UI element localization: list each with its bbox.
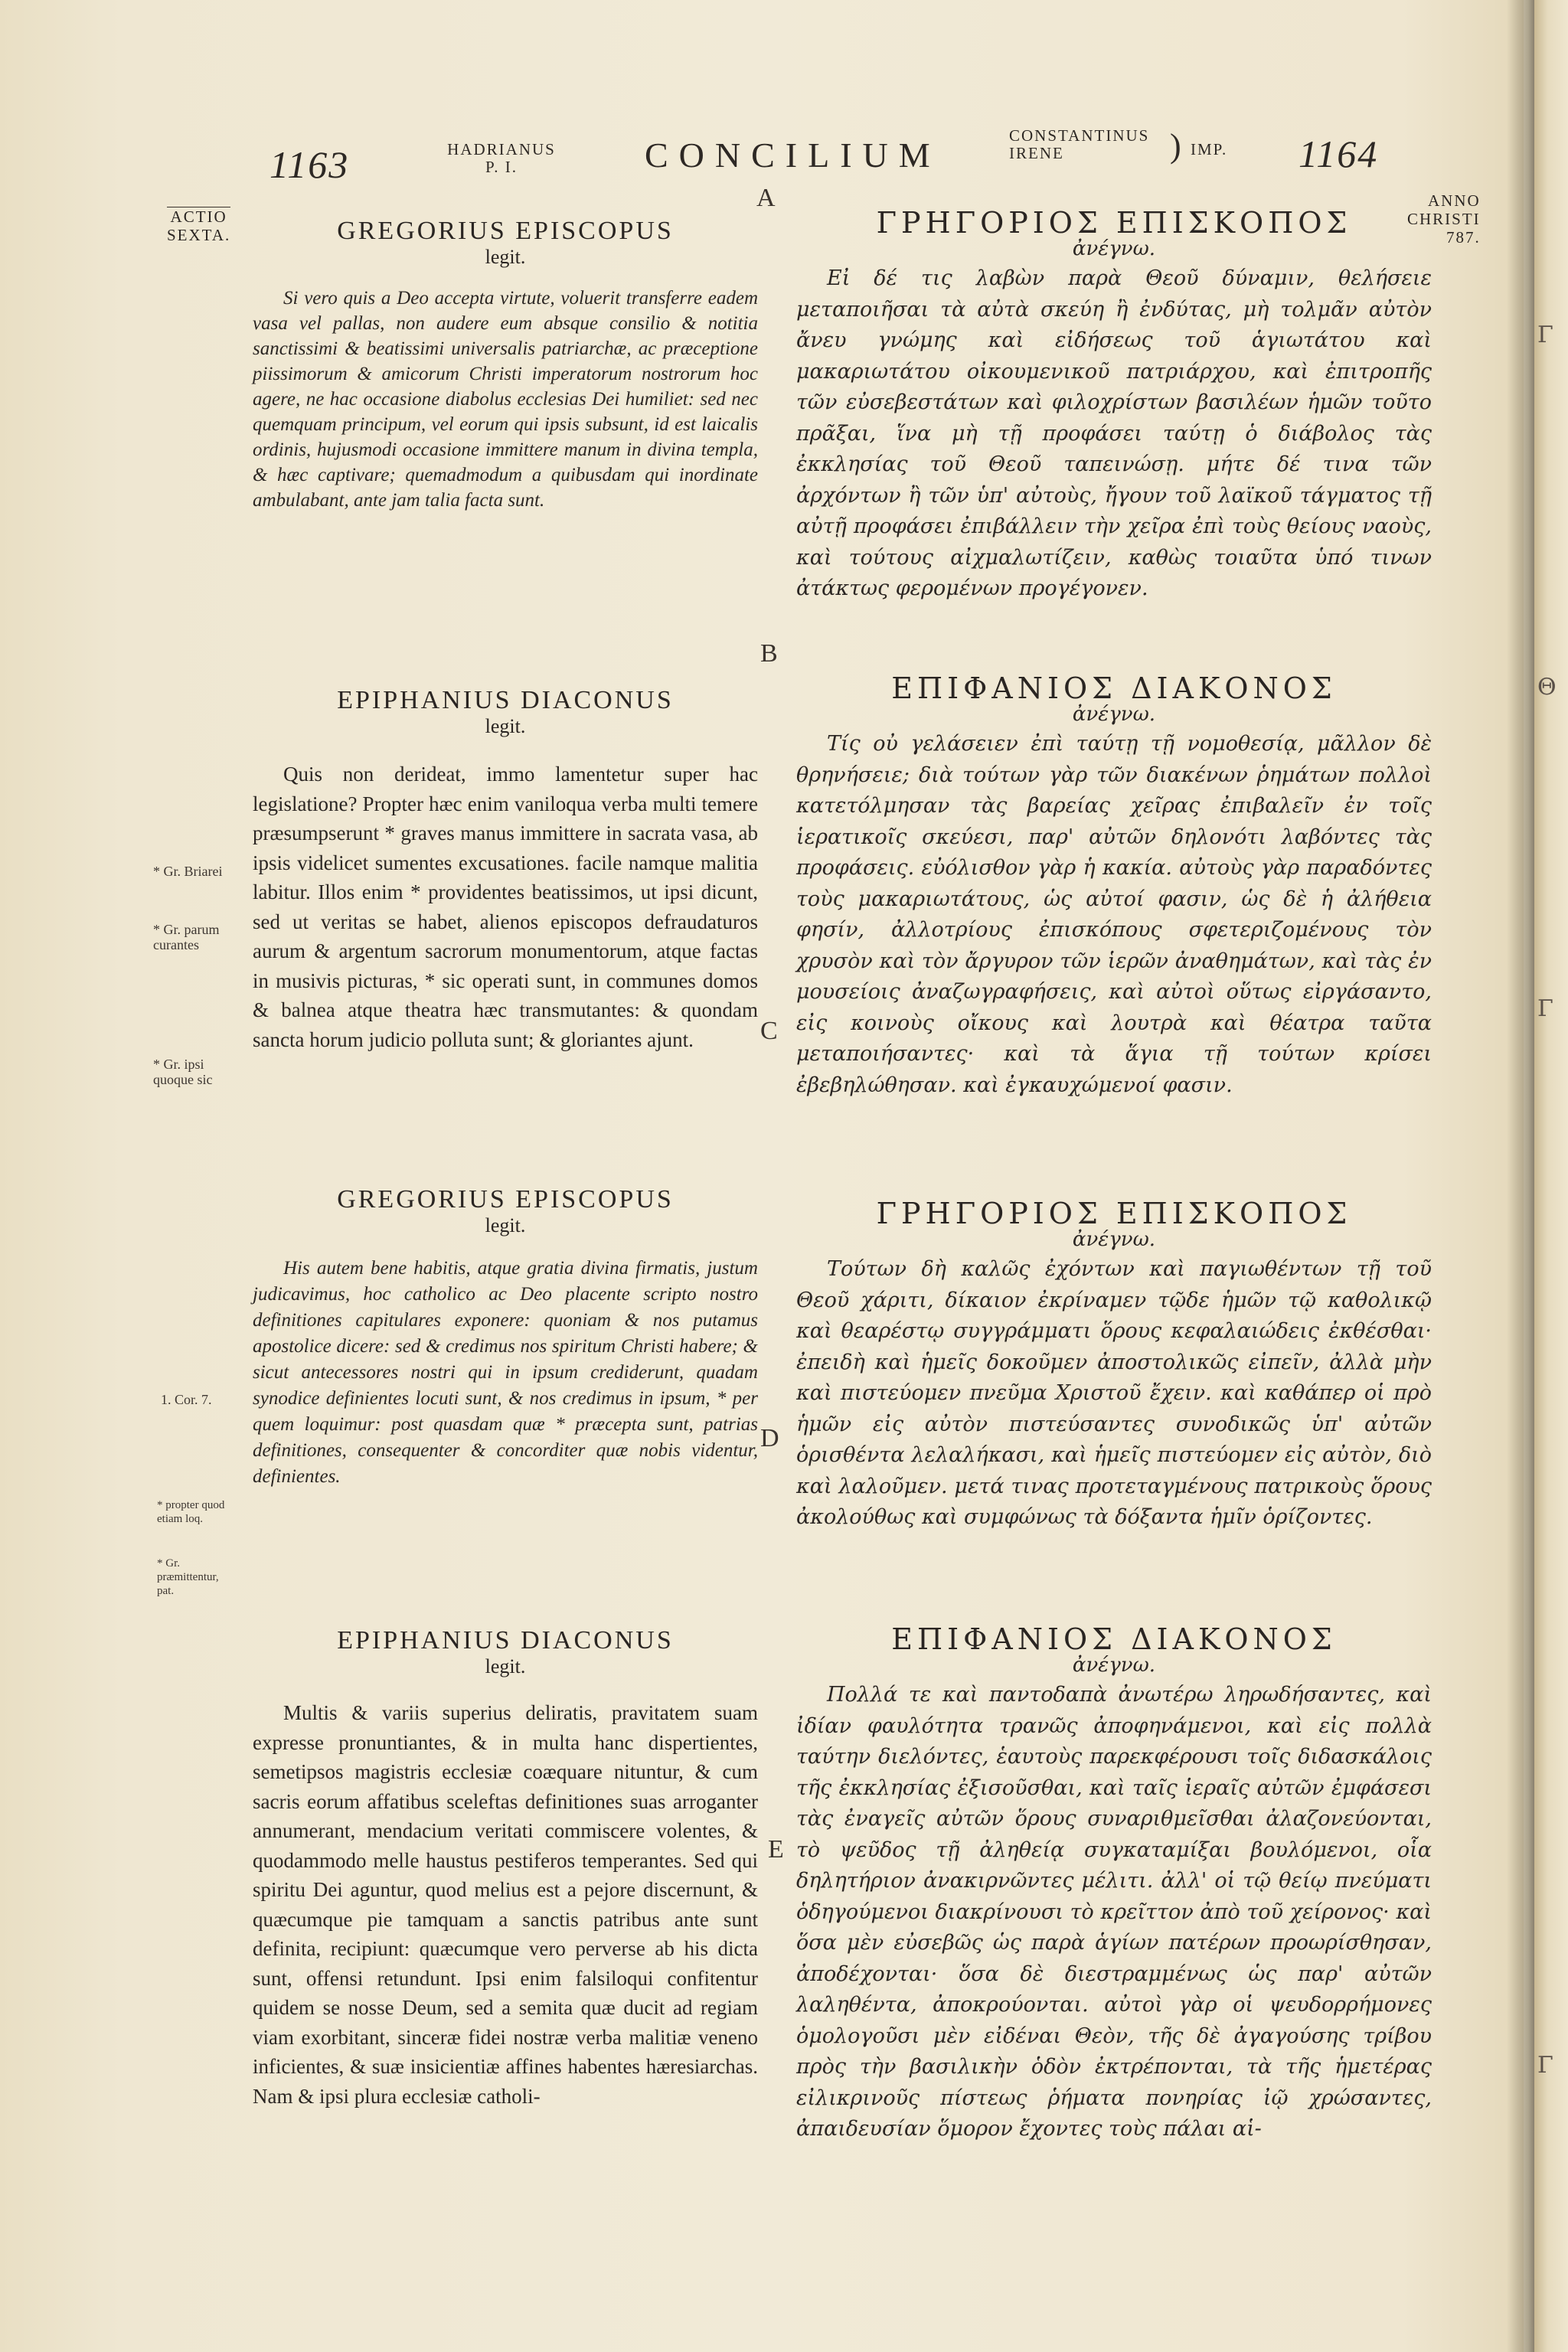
greek-paragraph: Εἰ δέ τις λαβὼν παρὰ Θεοῦ δύναμιν, θελήσειε μεταποιῆσαι τὰ αὐτὰ σκεύη ἢ ἐνδύτας, μὴ τολμᾶν αὐτὸν ἄνευ γνώμης καὶ εἰδήσεως τοῦ ἁγιωτάτου καὶ μακαριωτάτου οἰκουμενικοῦ πατριάρχου, καὶ ἐπιτροπῆς τῶν εὐσεβεστάτων καὶ φιλοχρίστων βασιλέων ἡμῶν τοῦτο πρᾶξαι, ἵνα μὴ τῇ προφάσει ταύτῃ ὁ διάβολος τὰς ἐκκλησίας τοῦ Θεοῦ ταπεινώσῃ. μήτε δέ τινα τῶν ἀρχόντων ἢ τῶν ὑπ' αὐτοὺς, ἤγουν τοῦ λαϊκοῦ τάγματος τῇ αὐτῇ προφάσει ἐπιβάλλειν τὴν χεῖρα ἐπὶ τοὺς θείους ναοὺς, καὶ τούτους αἰχμαλωτίζειν, καθὼς τοιαῦτα ὑπό τινων ἀτάκτως φερομένων προγέγονεν. [796, 266, 1432, 600]
greek-section [796, 671, 1432, 1101]
speaker-heading: GREGORIUS EPISCOPUS [337, 1185, 674, 1214]
speaker-heading: ΕΠΙΦΑΝΙΟΣ ΔΙΑΚΟΝΟΣ [891, 671, 1337, 705]
right-running-head [1009, 127, 1185, 162]
actio-label [167, 207, 230, 244]
left-running-head [425, 141, 578, 176]
actio-line: SEXTA. [167, 226, 231, 244]
margin-note: * propter quod etiam loq. [157, 1499, 225, 1525]
latin-paragraph: Quis non derideat, immo lamentetur super hac legislatione? Propter hæc enim vaniloqua verba multi temere præsumpserunt * graves manus immittere in sacrata vasa, ab ipsis videlicet sumentes excusationes. facile namque malitia labitur. Illos enim * providentes beatissimos, ut ipsi dicunt, sed ut veritas se habet, alienos episcopos defraudaturos aurum & argentum sacrorum monumentorum, atque factas in musivis picturas, * sic operati sunt, in communes domos & balnea atque theatra hæc transmutantes: & quondam sancta horum judicio polluta sunt; & gloriantes ajunt. [253, 763, 758, 1051]
greek-paragraph: Τίς οὐ γελάσειεν ἐπὶ ταύτῃ τῇ νομοθεσίᾳ, μᾶλλον δὲ θρηνήσειε; διὰ τούτων γὰρ τῶν διακένων ῥημάτων πολλοὶ κατετόλμησαν τὰς βαρείας χεῖρας ἐπιβαλεῖν ἐν τοῖς ἱερατικοῖς σκεύεσι, παρ' αὐτῶν δηλονότι λαβόντες τὰς προφάσεις. εὐόλισθον γὰρ ἡ κακία. αὐτοὺς γὰρ παραδόντες τοὺς μακαριωτάτους, ὡς αὐτοί φασιν, ὡς δὲ ἡ ἀλήθεια φησίν, ἀλλοτρίους ἐπισκόπους σφετεριζομένους τὸν χρυσὸν καὶ τὸν ἄργυρον τῶν ἱερῶν ἀναθημάτων, καὶ τὰς ἐν μουσείοις ἀναζωγραφήσεις, καὶ αὐτοὶ οὕτως εἰργάσαντο, εἰς κοινοὺς οἴκους καὶ λουτρὰ καὶ θέατρα ταῦτα μεταποιήσαντες· καὶ τὰ ἅγια τῇ τούτων κρίσει ἐβεβηλώθησαν. καὶ ἐγκαυχώμενοί φασιν. [796, 732, 1432, 1097]
actio-line: ACTIO [167, 207, 230, 226]
latin-section [253, 1185, 758, 1490]
page-title: CONCILIUM [645, 136, 941, 175]
latin-section [253, 1626, 758, 2111]
greek-section [796, 1199, 1432, 1534]
greek-paragraph: Πολλά τε καὶ παντοδαπὰ ἀνωτέρω ληρωδήσαντες, καὶ ἰδίαν φαυλότητα τρανῶς ἀποφηνάμενοι, καὶ εἰς πολλὰ ταύτην διελόντες, ἑαυτοὺς παρεκφέρουσι τοῖς διδασκάλοις τῆς ἐκκλησίας ἐξισοῦσθαι, καὶ ταῖς ἱεραῖς αὐτῶν ἐμφάσεσι τὰς ἐναγεῖς αὐτῶν ὅρους συναριθμεῖσθαι ἀλαζονεύονται, τὸ ψεῦδος τῇ ἀληθείᾳ συγκαταμίξαι βουλόμενοι, οἷα δηλητήριον ἀνακιρνῶντες μέλιτι. ἀλλ' οἱ τῷ θείῳ πνεύματι ὁδηγούμενοι διακρίνουσι τὸ κρεῖττον ἀπὸ τοῦ χείρονος· καὶ ὅσα μὲν εὐσεβῶς ὡς παρὰ ἁγίων πατέρων προωρίσθησαν, ἀποδέχονται· ὅσα δὲ διεστραμμένως ὡς παρ' αὐτῶν λαληθέντα, ἀποκρούονται. αὐτοὶ γὰρ οἱ ψευδορρήμονες ὁμολογοῦσι μὲν εἰδέναι Θεὸν, τῆς δὲ ἀγαγούσης τρίβου πρὸς τὴν βασιλικὴν ὁδὸν ἐκτρέπονται, τὰ τῆς ἡμετέρας εἰλικρινοῦς πίστεως ῥήματα πονηρίας ἰῷ χρώσαντες, ἀπαιδευσίαν ὅμορον ἔχοντες τοὺς πάλαι αἱ- [796, 1683, 1432, 2141]
speaker-heading: EPIPHANIUS DIACONUS [337, 1626, 674, 1655]
latin-section [253, 686, 758, 1054]
anno-line: ANNO [1428, 191, 1481, 210]
speaker-verb: ἀνέγνω. [1072, 237, 1156, 260]
margin-note: * Gr. Briarei [153, 864, 223, 879]
adjacent-page-text: Θ [1537, 674, 1557, 701]
running-head-line: CONSTANTINUS [1009, 126, 1150, 145]
section-letter: A [756, 184, 776, 212]
latin-section [253, 217, 758, 513]
right-running-head-suffix: IMP. [1191, 140, 1228, 158]
left-page-number: 1163 [270, 143, 350, 186]
speaker-verb: legit. [485, 246, 526, 268]
speaker-heading: ΓΡΗΓΟΡΙΟΣ ΕΠΙΣΚΟΠΟΣ [876, 206, 1352, 240]
adjacent-page-text: Γ [1537, 995, 1553, 1022]
adjacent-page-edge [1534, 0, 1568, 2352]
section-letter: D [760, 1424, 779, 1452]
latin-paragraph: His autem bene habitis, atque gratia divina firmatis, justum judicavimus, hoc catholico ac Deo placente scripto nostro definitiones capitulares exponere: quoniam & nos putamus apostolice dicere: sed & credimus nos spiritum Christi habere; & sicut antecessores nostri qui in ipsum crediderunt, quadam synodice definientes locuti sunt, & nos credimus in ipsum, * per quem loquimur: post quasdam quæ * præcepta sunt, patrias definitiones, consequenter & concorditer quæ nobis videntur, definientes. [253, 1258, 758, 1487]
section-letter: C [760, 1017, 778, 1045]
speaker-verb: ἀνέγνω. [1072, 703, 1156, 726]
anno-line: 787. [1446, 228, 1481, 247]
anno-line: CHRISTI [1407, 210, 1481, 228]
speaker-heading: ΕΠΙΦΑΝΙΟΣ ΔΙΑΚΟΝΟΣ [891, 1622, 1337, 1656]
speaker-verb: ἀνέγνω. [1072, 1228, 1156, 1251]
section-letter: E [768, 1835, 784, 1864]
adjacent-page-text: Γ [1537, 2052, 1553, 2079]
margin-note: * Gr. præmittentur, pat. [157, 1557, 219, 1597]
latin-paragraph: Multis & variis superius deliratis, pravitatem suam expresse pronuntiantes, & in multa hanc dispertientes, semetipsos magistris ecclesiæ coæquare nituntur, & cum sacris eorum affatibus sceleftas definitiones suas arroganter annumerant, mendacium veritati commiscere volentes, & quodammodo melle haustus pestiferos temperantes. Sed qui spiritu Dei aguntur, quod melius est a pejore discernunt, & quæcumque pie tamquam a sanctis patribus ante sunt definita, recipiunt: quæcumque vero perverse ab his dicta sunt, offensi retundunt. Ipsi enim falsiloqui confitentur quidem se nosse Deum, sed a semita quæ ducit ad regiam viam exorbitant, sinceræ fidei nostræ verba malitiæ veneno inficientes, & suæ insicientiæ affines habentes hæresiarchas. Nam & ipsi plura ecclesiæ catholi- [253, 1701, 758, 2108]
section-letter: B [760, 639, 778, 668]
speaker-verb: ἀνέγνω. [1072, 1654, 1156, 1677]
speaker-heading: EPIPHANIUS DIACONUS [337, 686, 674, 714]
running-head-line: HADRIANUS [447, 140, 556, 158]
adjacent-page-text: Γ [1537, 322, 1553, 348]
speaker-heading: GREGORIUS EPISCOPUS [337, 217, 674, 245]
right-page-number: 1164 [1298, 132, 1379, 175]
margin-note: * Gr. ipsi quoque sic [153, 1057, 213, 1087]
speaker-verb: legit. [485, 1655, 526, 1677]
latin-paragraph: Si vero quis a Deo accepta virtute, voluerit transferre eadem vasa vel pallas, non audere eum absque consilio & notitia sanctissimi & beatissimi universalis patriarchæ, ac præceptione piissimorum & amicorum Christi imperatorum nostrorum hoc agere, ne hac occasione diabolus ecclesias Dei humiliet: sed nec quemquam principum, vel eorum qui ipsis subsunt, id est laicalis ordinis, hujusmodi occasione immittere manum in divina templa, & hæc captivare; quemadmodum a quibusdam qui inordinate ambulabant, ante jam talia facta sunt. [253, 288, 758, 511]
running-head-line: IRENE [1009, 144, 1064, 162]
margin-note: 1. Cor. 7. [161, 1392, 212, 1407]
speaker-verb: legit. [485, 1214, 526, 1236]
running-head-line: P. I. [485, 158, 518, 176]
greek-paragraph: Τούτων δὴ καλῶς ἐχόντων καὶ παγιωθέντων τῇ τοῦ Θεοῦ χάριτι, δίκαιον ἐκρίναμεν τῷδε ἡμῶν τῷ καθολικῷ καὶ θεαρέστῳ συγγράμματι ὅρους κεφαλαιώδεις ἐκθέσθαι· ἐπειδὴ καὶ ἡμεῖς δοκοῦμεν ἀποστολικῶς εἰπεῖν, ἀλλὰ μὴν καὶ πιστεύομεν πνεῦμα Χριστοῦ ἔχειν. καὶ καθάπερ οἱ πρὸ ἡμῶν εἰς αὐτὸν πιστεύσαντες συνοδικῶς ὑπ' αὐτῶν ὁρισθέντα λελαλήκασι, καὶ ἡμεῖς πιστεύομεν εἰς αὐτὸν, διὸ καὶ λαλοῦμεν. μετά τινας προτεταγμένους πατρικοὺς ὅρους ἀκολούθως καὶ συμφώνως τὰ δόξαντα ἡμῖν ὁρίζοντες. [796, 1257, 1432, 1529]
greek-section [796, 208, 1432, 605]
speaker-verb: legit. [485, 715, 526, 737]
page-gutter [1507, 0, 1537, 2352]
brace-glyph: ) [1170, 127, 1181, 165]
speaker-heading: ΓΡΗΓΟΡΙΟΣ ΕΠΙΣΚΟΠΟΣ [876, 1197, 1352, 1230]
greek-section [796, 1622, 1432, 2145]
margin-note: * Gr. parum curantes [153, 922, 220, 952]
